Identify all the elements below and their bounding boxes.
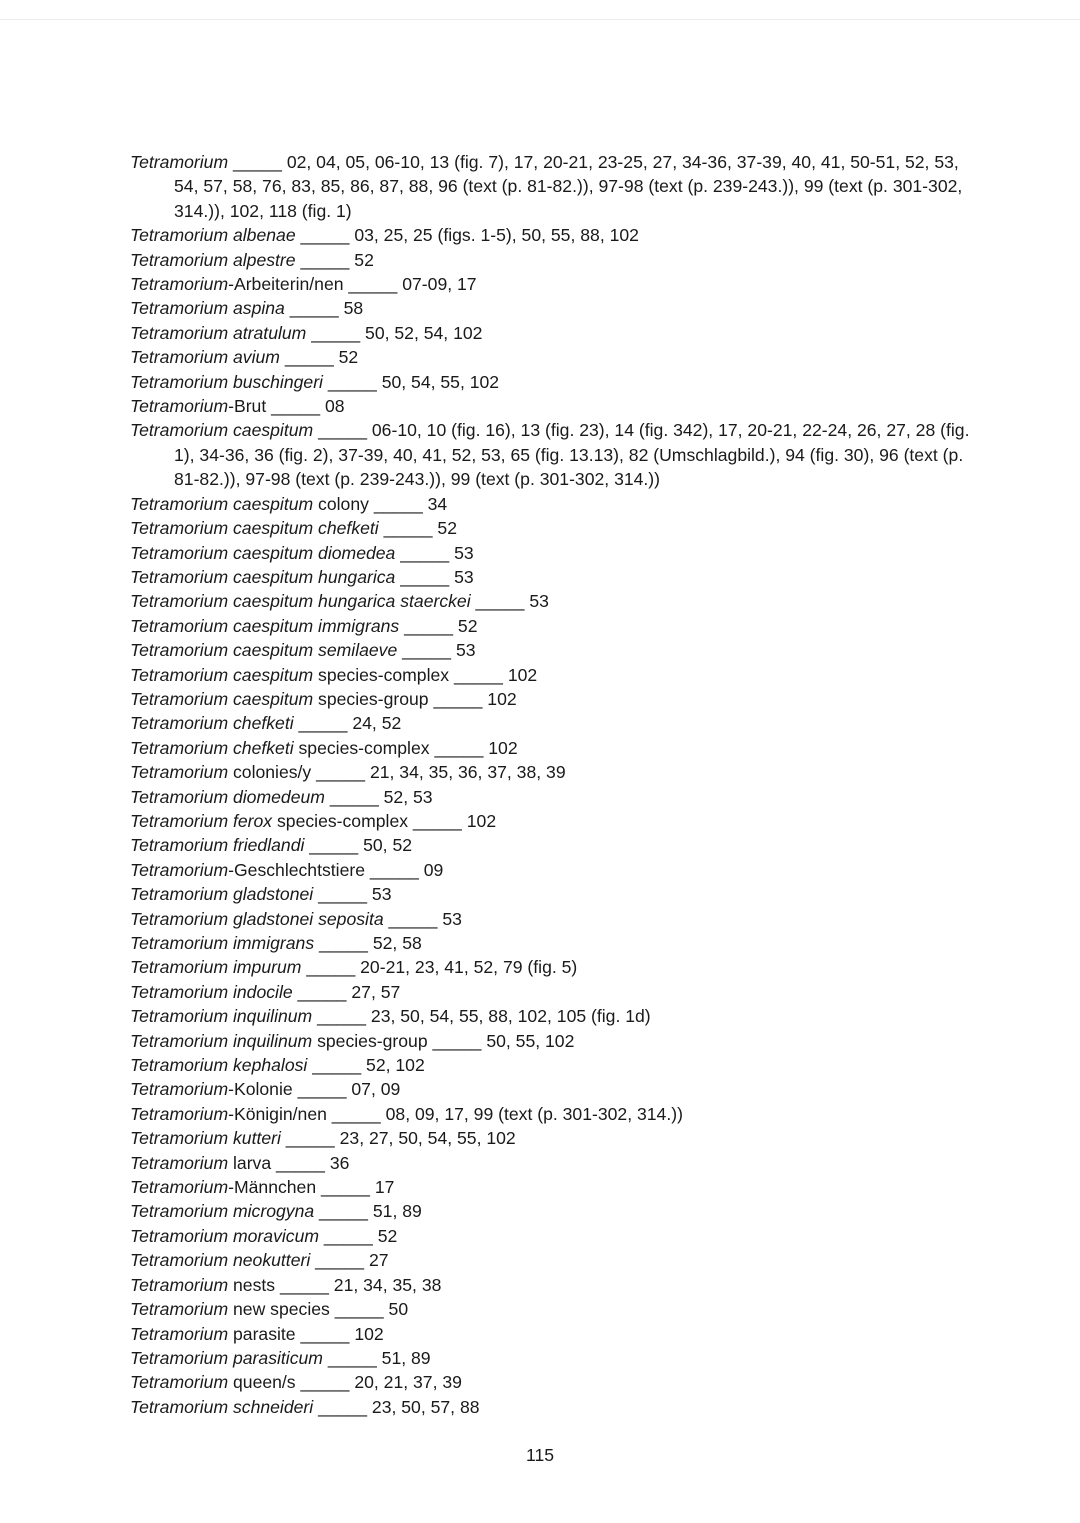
index-term-italic: Tetramorium parasiticum — [130, 1347, 323, 1368]
index-term-italic: Tetramorium caespitum chefketi — [130, 518, 379, 539]
index-term-roman: colony — [313, 493, 369, 514]
index-pages: 53 — [529, 591, 549, 612]
index-entry — [130, 1248, 970, 1272]
index-entry — [130, 687, 970, 711]
index-entry — [130, 736, 970, 760]
index-term — [130, 543, 395, 563]
index-separator: _____ — [289, 298, 339, 319]
index-term-roman: colonies/y — [228, 762, 312, 783]
index-pages: 07, 09 — [351, 1079, 401, 1100]
index-separator: _____ — [300, 225, 350, 246]
index-entry — [130, 1297, 970, 1321]
index-pages: 52 — [338, 347, 359, 368]
index-term — [130, 396, 266, 416]
index-pages: 53 — [454, 566, 474, 587]
index-separator: _____ — [311, 322, 361, 343]
index-term-roman: -Geschlechtstiere — [228, 859, 366, 880]
index-separator: _____ — [300, 1323, 350, 1344]
index-term-italic: Tetramorium alpestre — [130, 249, 296, 270]
index-entry — [130, 565, 970, 589]
index-term — [130, 811, 408, 831]
index-pages: 36 — [329, 1152, 350, 1173]
index-separator: _____ — [402, 640, 452, 661]
page-top-edge — [0, 19, 1080, 20]
index-term — [130, 518, 379, 538]
index-term — [130, 372, 323, 392]
index-entry — [130, 1004, 970, 1028]
index-term-roman: species-group — [313, 688, 429, 709]
index-entry — [130, 272, 970, 296]
index-term-roman: species-complex — [293, 737, 430, 758]
index-entry — [130, 785, 970, 809]
index-pages: 02, 04, 05, 06-10, 13 (fig. 7), 17, 20-21, 23-25, 27, 34-36, 37-39, 40, 41, 50-51, 52, 53, 54, 57, 58, 76, 83, 85, 86, 87, 88, 96 (text (p. 81-82.)), 97-98 (text (p. 239-243.)), 99 (text (p. 301-302, 314.)), 102, 118 (fig. 1) — [174, 152, 963, 221]
index-pages: 07-09, 17 — [402, 274, 477, 295]
index-term-roman: -Brut — [228, 396, 267, 417]
index-term-italic: Tetramorium — [130, 1177, 229, 1198]
index-term-roman: species-group — [312, 1030, 428, 1051]
index-term-roman: new species — [228, 1299, 330, 1320]
index-separator: _____ — [369, 859, 419, 880]
index-separator: _____ — [432, 1030, 482, 1051]
index-term — [130, 957, 301, 977]
index-entry — [130, 907, 970, 931]
index-term — [130, 1055, 307, 1075]
index-term-italic: Tetramorium — [130, 762, 229, 783]
index-term — [130, 274, 344, 294]
index-pages: 50, 54, 55, 102 — [381, 371, 500, 392]
index-term-italic: Tetramorium indocile — [130, 981, 293, 1002]
index-term-italic: Tetramorium inquilinum — [130, 1030, 313, 1051]
index-term — [130, 640, 397, 660]
index-separator: _____ — [298, 713, 348, 734]
index-term-italic: Tetramorium — [130, 1372, 229, 1393]
index-term — [130, 1128, 281, 1148]
index-entry — [130, 980, 970, 1004]
index-term — [130, 298, 285, 318]
index-separator: _____ — [318, 420, 367, 441]
index-term — [130, 713, 294, 733]
index-term — [130, 250, 296, 270]
index-term-italic: Tetramorium gladstonei — [130, 884, 314, 905]
index-entry — [130, 931, 970, 955]
index-entry — [130, 418, 970, 491]
index-pages: 20, 21, 37, 39 — [354, 1372, 462, 1393]
index-separator: _____ — [327, 371, 377, 392]
index-separator: _____ — [400, 542, 450, 563]
index-pages: 27, 57 — [351, 981, 401, 1002]
index-term-italic: Tetramorium kutteri — [130, 1128, 281, 1149]
index-pages: 58 — [343, 298, 364, 319]
index-term-italic: Tetramorium schneideri — [130, 1396, 314, 1417]
index-entry — [130, 296, 970, 320]
index-pages: 50, 52 — [363, 835, 413, 856]
index-separator: _____ — [331, 1103, 381, 1124]
index-term-italic: Tetramorium chefketi — [130, 737, 294, 758]
index-entry — [130, 541, 970, 565]
index-term-italic: Tetramorium diomedeum — [130, 786, 325, 807]
index-pages: 23, 50, 57, 88 — [371, 1396, 480, 1417]
index-term — [130, 1348, 323, 1368]
index-pages: 52 — [377, 1225, 398, 1246]
index-term-roman: parasite — [228, 1323, 296, 1344]
index-entry — [130, 1102, 970, 1126]
index-term-italic: Tetramorium — [130, 1299, 229, 1320]
index-term-italic: Tetramorium aspina — [130, 298, 285, 319]
index-entry — [130, 248, 970, 272]
index-term — [130, 420, 313, 440]
index-separator: _____ — [300, 1372, 350, 1393]
index-term-italic: Tetramorium — [130, 1103, 229, 1124]
index-term-italic: Tetramorium albenae — [130, 225, 296, 246]
index-entry — [130, 589, 970, 613]
index-entry — [130, 150, 970, 223]
index-separator: _____ — [400, 566, 450, 587]
index-separator: _____ — [271, 396, 321, 417]
index-pages: 03, 25, 25 (figs. 1-5), 50, 55, 88, 102 — [354, 225, 639, 246]
index-entry — [130, 345, 970, 369]
index-pages: 21, 34, 35, 38 — [333, 1274, 442, 1295]
index-pages: 06-10, 10 (fig. 16), 13 (fig. 23), 14 (fig. 342), 17, 20-21, 22-24, 26, 27, 28 (fig. 1), 34-36, 36 (fig. 2), 37-39, 40, 41, 52, 53, 65 (fig. 13.13), 82 (Umschlagbild.), 94 (fig. 30), 96 (text (p. 81-82.)), 97-98 (text (p. 239-243.)), 99 (text (p. 301-302, 314.)) — [174, 420, 970, 490]
index-entry — [130, 638, 970, 662]
index-pages: 51, 89 — [381, 1347, 431, 1368]
index-separator: _____ — [285, 1128, 335, 1149]
index-separator: _____ — [317, 1006, 367, 1027]
index-pages: 08, 09, 17, 99 (text (p. 301-302, 314.)) — [385, 1103, 683, 1124]
index-entry — [130, 809, 970, 833]
index-term-italic: Tetramorium caespitum — [130, 420, 314, 441]
index-pages: 24, 52 — [352, 713, 402, 734]
index-separator: _____ — [306, 957, 356, 978]
index-pages: 51, 89 — [372, 1201, 422, 1222]
index-separator: _____ — [412, 810, 462, 831]
index-pages: 23, 50, 54, 55, 88, 102, 105 (fig. 1d) — [370, 1006, 651, 1027]
index-term-italic: Tetramorium — [130, 274, 229, 295]
index-separator: _____ — [284, 347, 334, 368]
index-separator: _____ — [453, 664, 503, 685]
index-pages: 52 — [354, 249, 374, 270]
index-term — [130, 567, 395, 587]
index-pages: 102 — [507, 664, 538, 685]
index-term-roman: -Kolonie — [228, 1079, 293, 1100]
index-entry — [130, 711, 970, 735]
index-entry — [130, 1126, 970, 1150]
index-term — [130, 616, 399, 636]
index-term — [130, 1226, 319, 1246]
index-term — [130, 225, 296, 245]
index-term-italic: Tetramorium caespitum immigrans — [130, 615, 400, 636]
index-term-italic: Tetramorium caespitum hungarica — [130, 566, 396, 587]
index-pages: 53 — [454, 542, 474, 563]
index-term — [130, 1104, 327, 1124]
index-entry — [130, 1029, 970, 1053]
index-separator: _____ — [309, 835, 359, 856]
index-pages: 50 — [388, 1299, 409, 1320]
index-term-roman: -Königin/nen — [228, 1103, 327, 1124]
index-term-italic: Tetramorium microgyna — [130, 1201, 315, 1222]
index-term — [130, 323, 306, 343]
index-pages: 52 — [437, 518, 457, 539]
index-pages: 17 — [374, 1177, 395, 1198]
index-term-italic: Tetramorium chefketi — [130, 713, 294, 734]
index-term — [130, 835, 304, 855]
index-term — [130, 1250, 310, 1270]
index-entry — [130, 1151, 970, 1175]
index-term — [130, 787, 325, 807]
index-term-italic: Tetramorium — [130, 859, 229, 880]
index-term — [130, 884, 313, 904]
index-term — [130, 1372, 296, 1392]
index-separator: _____ — [312, 1055, 362, 1076]
index-term-italic: Tetramorium — [130, 1079, 229, 1100]
index-term-italic: Tetramorium atratulum — [130, 322, 307, 343]
index-entry — [130, 1199, 970, 1223]
index-term — [130, 1201, 314, 1221]
index-pages: 52, 58 — [372, 933, 422, 953]
index-pages: 102 — [487, 688, 517, 709]
index-term — [130, 591, 471, 611]
index-term — [130, 347, 280, 367]
index-pages: 53 — [371, 884, 392, 905]
index-term-italic: Tetramorium moravicum — [130, 1225, 320, 1246]
index-term-italic: Tetramorium caespitum — [130, 493, 314, 514]
index-entry — [130, 663, 970, 687]
index-term — [130, 665, 449, 685]
index-pages: 50, 55, 102 — [486, 1030, 575, 1051]
index-entry — [130, 516, 970, 540]
index-entry — [130, 1273, 970, 1297]
index-term — [130, 1324, 296, 1344]
index-term-italic: Tetramorium caespitum hungarica staerckei — [130, 591, 471, 612]
index-entry — [130, 1175, 970, 1199]
index-separator: _____ — [318, 884, 368, 905]
index-term-italic: Tetramorium gladstonei seposita — [130, 908, 384, 929]
index-term-italic: Tetramorium kephalosi — [130, 1055, 308, 1076]
index-term — [130, 1177, 316, 1197]
index-term — [130, 982, 293, 1002]
index-term — [130, 933, 314, 953]
index-pages: 50, 52, 54, 102 — [365, 322, 483, 343]
index-term-italic: Tetramorium impurum — [130, 957, 302, 978]
index-separator: _____ — [434, 737, 484, 758]
index-term-italic: Tetramorium inquilinum — [130, 1006, 313, 1027]
index-term — [130, 1079, 293, 1099]
index-separator: _____ — [319, 1201, 368, 1222]
index-entry — [130, 394, 970, 418]
index-term — [130, 494, 369, 514]
index-pages: 20-21, 23, 41, 52, 79 (fig. 5) — [360, 957, 578, 978]
index-term-italic: Tetramorium — [130, 1274, 229, 1295]
index-separator: _____ — [321, 1177, 370, 1198]
index-separator: _____ — [388, 908, 438, 929]
index-pages: 27 — [368, 1250, 389, 1271]
index-separator: _____ — [323, 1225, 373, 1246]
index-term-italic: Tetramorium buschingeri — [130, 371, 323, 392]
index-term-roman: larva — [228, 1152, 272, 1173]
index-term — [130, 689, 429, 709]
index-separator: _____ — [319, 933, 368, 953]
index-entry — [130, 858, 970, 882]
index-separator: _____ — [316, 762, 366, 783]
index-term — [130, 1275, 275, 1295]
index-entry — [130, 321, 970, 345]
index-pages: 102 — [466, 810, 497, 831]
index-term-italic: Tetramorium caespitum — [130, 688, 314, 709]
index-pages: 52 — [457, 615, 478, 636]
index-term — [130, 1031, 428, 1051]
index-entry — [130, 1077, 970, 1101]
index-separator: _____ — [297, 981, 347, 1002]
index-pages: 21, 34, 35, 36, 37, 38, 39 — [369, 762, 566, 783]
index-term-italic: Tetramorium caespitum — [130, 664, 314, 685]
index-entry — [130, 1224, 970, 1248]
index-pages: 08 — [324, 396, 345, 417]
index-term-roman: -Arbeiterin/nen — [228, 274, 344, 295]
index-entry — [130, 492, 970, 516]
index-term-roman: queen/s — [228, 1372, 296, 1393]
index-term — [130, 738, 430, 758]
index-pages: 34 — [427, 493, 448, 514]
index-list — [130, 150, 970, 1419]
index-entry — [130, 370, 970, 394]
index-separator: _____ — [276, 1152, 325, 1173]
index-term-italic: Tetramorium — [130, 1323, 229, 1344]
index-pages: 102 — [488, 737, 518, 758]
index-term-italic: Tetramorium caespitum diomedea — [130, 542, 396, 563]
index-term-italic: Tetramorium avium — [130, 347, 280, 368]
index-term-italic: Tetramorium — [130, 396, 229, 417]
index-pages: 09 — [423, 859, 444, 880]
index-separator: _____ — [300, 249, 350, 270]
index-separator: _____ — [475, 591, 525, 612]
index-term-italic: Tetramorium immigrans — [130, 933, 315, 953]
index-separator: _____ — [348, 274, 398, 295]
index-separator: _____ — [334, 1299, 384, 1320]
index-term — [130, 152, 228, 172]
index-term — [130, 762, 311, 782]
index-separator: _____ — [373, 493, 423, 514]
index-term-roman: -Männchen — [228, 1177, 317, 1198]
index-entry — [130, 833, 970, 857]
index-term-roman: species-complex — [272, 810, 409, 831]
index-separator: _____ — [433, 688, 483, 709]
index-entry — [130, 882, 970, 906]
index-separator: _____ — [327, 1347, 377, 1368]
index-separator: _____ — [329, 786, 379, 807]
index-term — [130, 1006, 312, 1026]
index-term — [130, 1153, 271, 1173]
index-separator: _____ — [315, 1250, 365, 1271]
index-entry — [130, 614, 970, 638]
index-term — [130, 1299, 330, 1319]
index-entry — [130, 1053, 970, 1077]
index-term — [130, 1397, 313, 1417]
index-entry — [130, 760, 970, 784]
index-pages: 53 — [455, 640, 476, 661]
index-entry — [130, 1395, 970, 1419]
index-separator: _____ — [297, 1079, 347, 1100]
index-entry — [130, 223, 970, 247]
index-pages: 53 — [442, 908, 462, 929]
index-term-italic: Tetramorium — [130, 1152, 229, 1173]
index-term-italic: Tetramorium ferox — [130, 810, 273, 831]
index-term — [130, 909, 384, 929]
index-separator: _____ — [279, 1274, 329, 1295]
index-term-italic: Tetramorium friedlandi — [130, 835, 305, 856]
index-pages: 102 — [354, 1323, 384, 1344]
index-separator: _____ — [404, 615, 454, 636]
index-separator: _____ — [318, 1396, 368, 1417]
index-pages: 23, 27, 50, 54, 55, 102 — [339, 1128, 516, 1149]
index-term — [130, 860, 365, 880]
index-separator: _____ — [383, 518, 433, 539]
index-entry — [130, 1346, 970, 1370]
index-entry — [130, 955, 970, 979]
index-entry — [130, 1370, 970, 1394]
index-term-roman: nests — [228, 1274, 276, 1295]
index-separator: _____ — [233, 152, 282, 172]
index-entry — [130, 1322, 970, 1346]
page-number: 115 — [525, 1445, 555, 1465]
index-term-italic: Tetramorium caespitum semilaeve — [130, 640, 398, 661]
index-pages: 52, 102 — [366, 1055, 425, 1076]
index-term-italic: Tetramorium — [130, 152, 229, 172]
index-term-roman: species-complex — [313, 664, 450, 685]
index-term-italic: Tetramorium neokutteri — [130, 1250, 311, 1271]
index-pages: 52, 53 — [383, 786, 433, 807]
